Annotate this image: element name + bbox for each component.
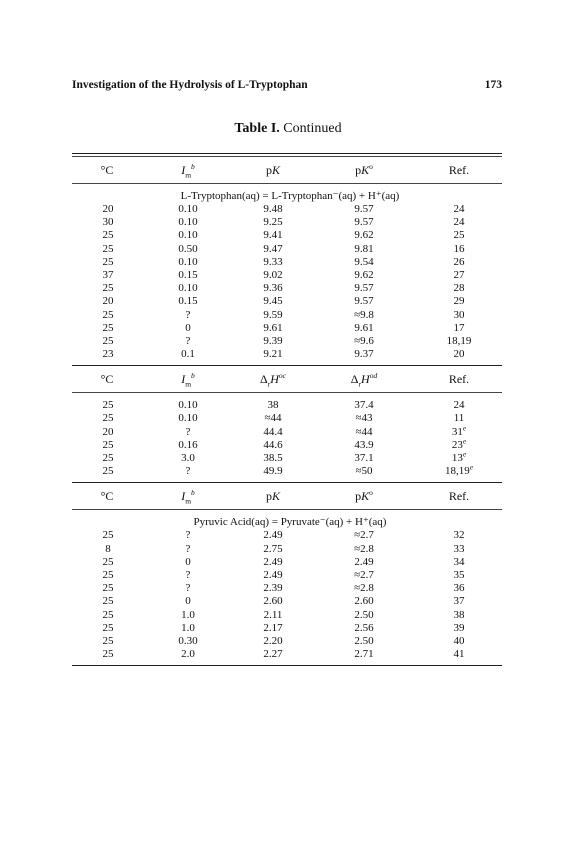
table-row (72, 635, 502, 648)
cell-value-a: 38.5 (263, 452, 283, 464)
cell-value-a: 44.4 (263, 425, 283, 438)
cell-ionic-strength: 2.0 (181, 648, 195, 661)
cell-value-a: 2.49 (263, 568, 283, 581)
cell-ref: 35 (453, 568, 465, 581)
cell-ionic-strength: ? (185, 308, 191, 321)
cell-ref: 41 (453, 648, 465, 661)
cell-ionic-strength: ? (185, 465, 191, 478)
header-row (72, 483, 502, 509)
cell-ref: 40 (453, 634, 465, 647)
cell-temperature: 25 (102, 412, 114, 425)
cell-temperature: 25 (102, 634, 114, 647)
cell-ref: 29 (453, 295, 465, 308)
cell-value-a: 2.27 (263, 648, 283, 661)
cell-value-a: 9.48 (263, 203, 283, 215)
cell-ionic-strength: ? (185, 334, 191, 347)
section-body (72, 203, 502, 361)
cell-temperature: 25 (102, 529, 114, 542)
cell-ref: 23e (451, 436, 467, 451)
cell-ionic-strength: 0.1 (181, 348, 195, 361)
cell-ionic-strength: 0.10 (178, 229, 198, 242)
table-row (72, 269, 502, 282)
cell-ref: 25 (453, 229, 465, 242)
section-body (72, 399, 502, 478)
cell-value-b: 9.57 (354, 282, 374, 295)
header-row (72, 157, 502, 183)
cell-value-b: ≈2.7 (354, 529, 374, 542)
section-body (72, 529, 502, 661)
cell-value-a: 2.49 (263, 529, 283, 542)
cell-value-b: ≈2.7 (354, 568, 374, 581)
cell-ionic-strength: ? (185, 529, 191, 542)
cell-value-a: 9.25 (263, 216, 283, 229)
cell-temperature: 20 (102, 295, 114, 308)
cell-ref: 37 (453, 595, 465, 608)
header-pk: pK (265, 162, 280, 177)
table-row (72, 282, 502, 295)
cell-ref: 13e (451, 449, 467, 464)
cell-ref: 24 (453, 216, 465, 229)
cell-temperature: 25 (102, 308, 114, 321)
header-ref: Ref. (448, 371, 470, 386)
table-row (72, 609, 502, 622)
cell-ref: 26 (453, 255, 465, 268)
cell-ionic-strength: ? (185, 582, 191, 595)
table-row (72, 256, 502, 269)
cell-value-b: 2.71 (354, 648, 374, 661)
equation: Pyruvic Acid(aq) = Pyruvate⁻(aq) + H⁺(aq) (193, 516, 387, 529)
cell-temperature: 25 (102, 321, 114, 334)
cell-value-b: 2.50 (354, 634, 374, 647)
cell-value-a: 2.75 (263, 542, 283, 555)
table-row (72, 569, 502, 582)
table-row (72, 322, 502, 335)
cell-value-b: 2.56 (354, 621, 374, 634)
cell-value-b: 9.81 (354, 242, 374, 255)
cell-ref: 31e (451, 422, 467, 438)
cell-temperature: 25 (102, 608, 114, 621)
header-pk: pK (265, 488, 280, 503)
cell-ionic-strength: 0.50 (178, 242, 198, 255)
cell-value-b: 9.57 (354, 203, 374, 215)
cell-value-a: 9.21 (263, 348, 283, 361)
header-row (72, 366, 502, 392)
cell-ionic-strength: 0 (185, 555, 191, 568)
cell-temperature: 25 (102, 255, 114, 268)
cell-ref: 24 (453, 399, 465, 412)
cell-value-b: ≈43 (355, 412, 373, 425)
cell-value-b: ≈44 (355, 425, 373, 438)
cell-temperature: 25 (102, 555, 114, 568)
cell-ionic-strength: 0.10 (178, 399, 198, 412)
table-row (72, 243, 502, 256)
table-row (72, 582, 502, 595)
page-number: 173 (484, 79, 502, 91)
cell-ref: 33 (453, 542, 465, 555)
header-temperature: °C (100, 162, 114, 177)
cell-value-a: 9.33 (263, 255, 283, 268)
cell-ionic-strength: ? (185, 542, 191, 555)
cell-ref: 16 (453, 242, 465, 255)
cell-value-a: 2.17 (263, 621, 283, 634)
cell-ionic-strength: 0.15 (178, 268, 198, 281)
header-enthalpy-c: $\Delta_rH^{oc}$ (260, 370, 286, 389)
cell-temperature: 25 (102, 229, 114, 242)
cell-ref: 36 (453, 582, 465, 595)
table-rule (72, 153, 502, 154)
header-ionic-strength: $I_m^b$ (181, 161, 195, 179)
cell-value-a: 49.9 (263, 465, 283, 478)
table-row (72, 543, 502, 556)
cell-value-b: 2.60 (354, 595, 374, 608)
table-row (72, 648, 502, 661)
table-row (72, 529, 502, 542)
header-pk0: $pK^o$ (355, 161, 373, 177)
table-row (72, 335, 502, 348)
cell-temperature: 30 (102, 216, 114, 229)
cell-ionic-strength: 0.10 (178, 412, 198, 425)
table-row (72, 216, 502, 229)
cell-value-b: 2.49 (354, 555, 374, 568)
cell-ref: 30 (453, 308, 465, 321)
cell-value-a: 9.02 (263, 268, 283, 281)
cell-temperature: 25 (102, 465, 114, 478)
cell-ionic-strength: 0.10 (178, 203, 198, 215)
table-row (72, 295, 502, 308)
header-temperature: °C (100, 371, 114, 386)
cell-ref: 18,19e (444, 462, 474, 478)
cell-value-a: 2.60 (263, 595, 283, 608)
header-enthalpy-d: $\Delta_rH^{od}$ (350, 370, 378, 389)
cell-value-a: 9.61 (263, 321, 283, 334)
cell-ionic-strength: 0.10 (178, 216, 198, 229)
table-row (72, 595, 502, 608)
cell-ref: 18,19 (446, 334, 472, 347)
cell-value-b: 9.54 (354, 255, 374, 268)
table-row (72, 622, 502, 635)
cell-ref: 20 (453, 348, 465, 361)
cell-temperature: 20 (102, 425, 114, 438)
cell-value-a: 2.39 (263, 582, 283, 595)
cell-value-b: ≈50 (355, 465, 373, 478)
cell-ionic-strength: 0.10 (178, 282, 198, 295)
cell-value-b: 9.62 (354, 268, 374, 281)
cell-temperature: 25 (102, 582, 114, 595)
cell-value-b: 9.37 (354, 348, 374, 361)
table-row (72, 556, 502, 569)
cell-value-b: 37.1 (354, 452, 374, 464)
cell-ref: 17 (453, 321, 465, 334)
cell-ionic-strength: 1.0 (181, 608, 195, 621)
table-row (72, 399, 502, 412)
cell-value-a: 9.41 (263, 229, 283, 242)
table-row (72, 229, 502, 242)
cell-value-b: ≈2.8 (354, 542, 374, 555)
table-label: Table I. (234, 121, 280, 136)
cell-ref: 32 (453, 529, 465, 542)
running-head (72, 79, 502, 91)
cell-temperature: 20 (102, 203, 114, 215)
cell-ionic-strength: ? (185, 568, 191, 581)
table-row (72, 462, 502, 478)
cell-value-a: 9.39 (263, 334, 283, 347)
cell-value-a: 9.45 (263, 295, 283, 308)
cell-value-a: 9.36 (263, 282, 283, 295)
cell-ionic-strength: ? (185, 425, 191, 438)
cell-ref: 38 (453, 608, 465, 621)
data-table (72, 153, 502, 666)
cell-ref: 27 (453, 268, 465, 281)
cell-ionic-strength: 0 (185, 321, 191, 334)
cell-temperature: 25 (102, 568, 114, 581)
cell-value-b: 2.50 (354, 608, 374, 621)
cell-temperature: 25 (102, 282, 114, 295)
table-continued: Continued (283, 121, 342, 136)
cell-value-b: 37.4 (354, 399, 374, 412)
cell-ref: 11 (453, 412, 465, 425)
table-row (72, 449, 502, 465)
cell-ref: 39 (453, 621, 465, 634)
cell-temperature: 23 (102, 348, 114, 361)
cell-ionic-strength: 3.0 (181, 452, 195, 464)
cell-value-a: 2.49 (263, 555, 283, 568)
cell-value-b: 9.61 (354, 321, 374, 334)
cell-value-b: 9.57 (354, 295, 374, 308)
cell-temperature: 25 (102, 452, 114, 464)
cell-temperature: 25 (102, 334, 114, 347)
header-ref: Ref. (448, 488, 470, 503)
cell-value-b: ≈9.8 (354, 308, 374, 321)
cell-temperature: 8 (105, 542, 111, 555)
cell-ionic-strength: 0.10 (178, 255, 198, 268)
table-row (72, 422, 502, 439)
cell-value-a: 2.11 (263, 608, 283, 621)
cell-temperature: 25 (102, 399, 114, 412)
cell-value-a: 38 (267, 399, 279, 412)
table-rule (72, 509, 502, 510)
cell-ionic-strength: 0.30 (178, 634, 198, 647)
equation: L-Tryptophan(aq) = L-Tryptophan⁻(aq) + H⁺(aq) (180, 190, 400, 202)
cell-temperature: 25 (102, 595, 114, 608)
table-row (72, 203, 502, 216)
header-ref: Ref. (448, 162, 470, 177)
running-head-title: Investigation of the Hydrolysis of L-Tryptophan (72, 79, 308, 91)
cell-temperature: 25 (102, 648, 114, 661)
cell-value-a: 44.6 (263, 438, 283, 451)
cell-value-b: 9.57 (354, 216, 374, 229)
cell-temperature: 37 (102, 268, 114, 281)
cell-ionic-strength: 0 (185, 595, 191, 608)
cell-value-a: 9.47 (263, 242, 283, 255)
cell-value-b: 43.9 (354, 438, 374, 451)
table-title (0, 121, 576, 137)
header-pk0: $pK^o$ (355, 487, 373, 503)
cell-value-b: ≈2.8 (354, 582, 374, 595)
cell-ionic-strength: 1.0 (181, 621, 195, 634)
header-ionic-strength: $I_m^b$ (181, 487, 195, 506)
header-temperature: °C (100, 488, 114, 503)
cell-value-a: 2.20 (263, 634, 283, 647)
header-ionic-strength: $I_m^b$ (181, 370, 195, 389)
cell-temperature: 25 (102, 621, 114, 634)
cell-value-a: 9.59 (263, 308, 283, 321)
cell-ionic-strength: 0.16 (178, 438, 198, 451)
cell-value-a: ≈44 (264, 412, 282, 425)
table-row (72, 348, 502, 361)
cell-ionic-strength: 0.15 (178, 295, 198, 308)
table-row (72, 309, 502, 322)
cell-ref: 28 (453, 282, 465, 295)
cell-value-b: 9.62 (354, 229, 374, 242)
cell-ref: 34 (453, 555, 465, 568)
table-rule (72, 183, 502, 184)
table-row (72, 412, 502, 425)
table-row (72, 436, 502, 452)
table-rule (72, 665, 502, 666)
cell-temperature: 25 (102, 438, 114, 451)
cell-temperature: 25 (102, 242, 114, 255)
cell-value-b: ≈9.6 (354, 334, 374, 347)
cell-ref: 24 (453, 203, 465, 215)
